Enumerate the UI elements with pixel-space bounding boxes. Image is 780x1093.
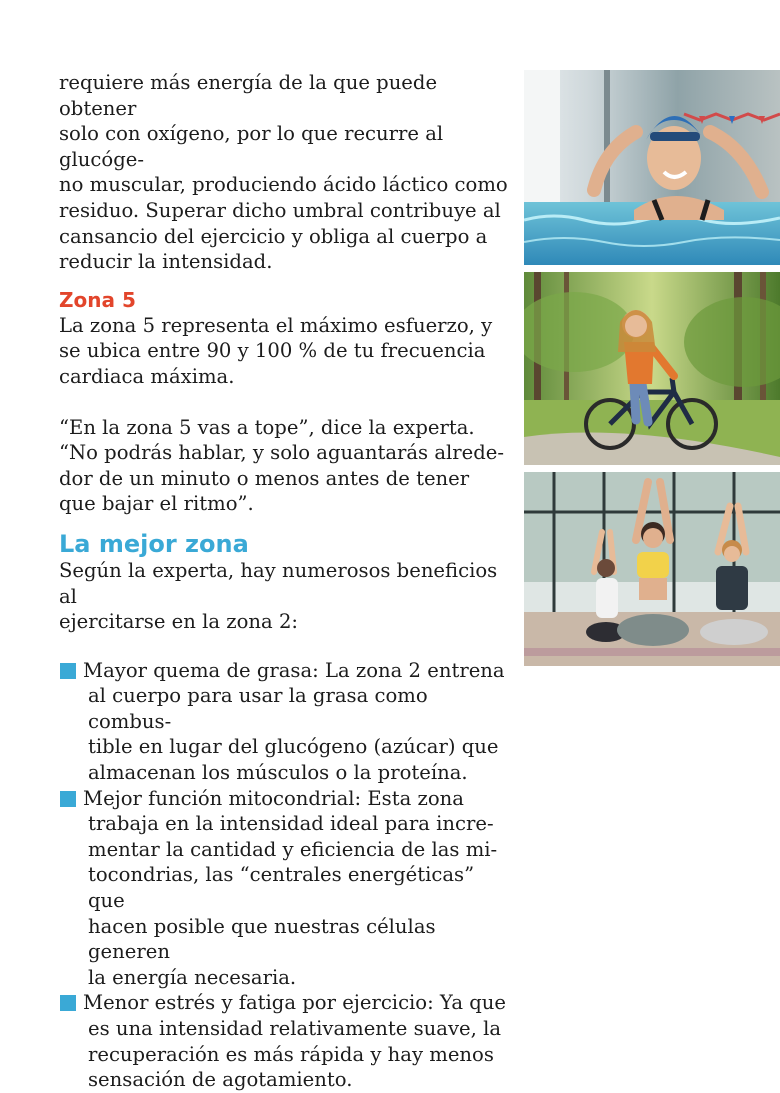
text-line: Según la experta, hay numerosos beneficios al — [59, 558, 498, 608]
text-line: cansancio del ejercicio y obliga al cuerpo a — [59, 224, 488, 248]
text-line: tible en lugar del glucógeno (azúcar) que — [88, 735, 499, 759]
text-line: requiere más energía de la que puede obtener — [59, 71, 438, 120]
text-line: trabaja en la intensidad ideal para incre- — [88, 812, 494, 836]
text-line: mentar la cantidad y eficiencia de las mi- — [88, 837, 498, 861]
text-line: ejercitarse en la zona 2: — [59, 610, 299, 634]
text-line: solo con oxígeno, por lo que recurre al glucóge- — [59, 122, 444, 171]
mejor-zona-intro — [59, 558, 509, 635]
text-line: sensación de agotamiento. — [88, 1068, 353, 1092]
text-line: es una intensidad relativamente suave, la — [88, 1017, 502, 1040]
text-line: cardiaca máxima. — [59, 364, 235, 388]
swimmer-photo — [524, 70, 780, 265]
text-line: dor de un minuto o menos antes de tener — [59, 466, 470, 490]
text-line: Mayor quema de grasa: La zona 2 entrena — [83, 658, 505, 682]
bullet-square-icon — [60, 995, 76, 1011]
mejor-zona-heading: La mejor zona — [59, 529, 249, 558]
text-line: se ubica entre 90 y 100 % de tu frecuencia — [59, 339, 486, 363]
list-item — [59, 658, 509, 786]
text-line: Menor estrés y fatiga por ejercicio: Ya que — [83, 991, 507, 1015]
text-line: almacenan los músculos o la proteína. — [88, 761, 468, 785]
cyclist-photo — [524, 272, 780, 465]
text-line: recuperación es más rápida y hay menos — [88, 1042, 494, 1066]
text-line: al cuerpo para usar la grasa como combus- — [88, 684, 428, 733]
zona5-paragraph-2 — [59, 415, 509, 517]
text-line: hacen posible que nuestras células generen — [88, 914, 436, 964]
text-line: La zona 5 representa el máximo esfuerzo, y — [59, 313, 493, 337]
text-line: Mejor función mitocondrial: Esta zona — [83, 786, 464, 810]
yoga-class-photo — [524, 472, 780, 666]
zona5-paragraph-1 — [59, 313, 509, 390]
text-line: tocondrias, las “centrales energéticas” que — [88, 863, 475, 913]
text-line: que bajar el ritmo”. — [59, 492, 254, 516]
text-line: la energía necesaria. — [88, 965, 297, 989]
zona5-heading: Zona 5 — [59, 287, 136, 312]
text-line: reducir la intensidad. — [59, 250, 273, 274]
list-item — [59, 990, 509, 1092]
text-line: “En la zona 5 vas a tope”, dice la experta. — [59, 415, 475, 439]
article-column — [59, 70, 509, 1093]
intro-paragraph — [59, 70, 509, 275]
list-item — [59, 786, 509, 991]
text-line: no muscular, produciendo ácido láctico como — [59, 173, 508, 197]
text-line: “No podrás hablar, y solo aguantarás alrede- — [59, 441, 505, 465]
benefits-list — [59, 658, 509, 1093]
bullet-square-icon — [60, 663, 76, 679]
text-line: residuo. Superar dicho umbral contribuye al — [59, 198, 501, 222]
bullet-square-icon — [60, 791, 76, 807]
